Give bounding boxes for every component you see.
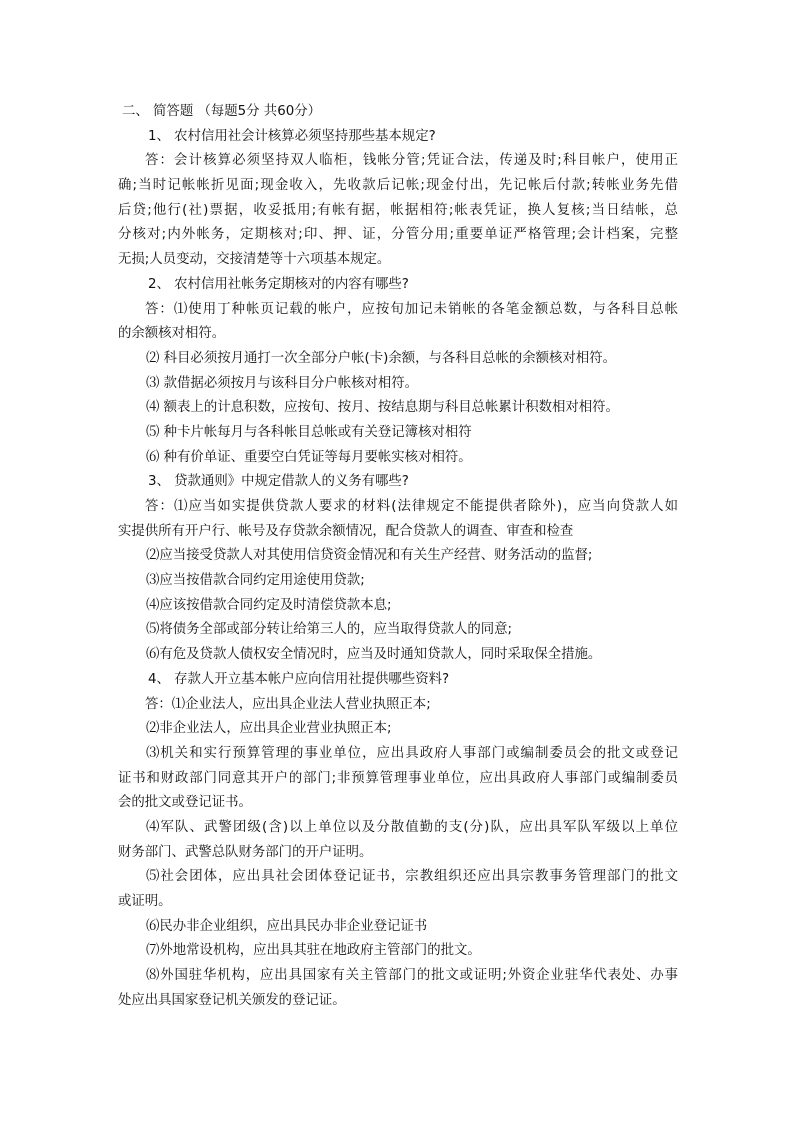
answer-4-item-4-line-1: ⑷军队、武警团级(含)以上单位以及分散值勤的支(分)队，应出具军队军级以上单位	[146, 819, 678, 835]
answer-3-item-5: ⑸将债务全部或部分转让给第三人的，应当取得贷款人的同意;	[146, 622, 513, 638]
answer-4-item-5-line-2: 或证明。	[118, 894, 172, 909]
answer-3-line-1: 答：⑴应当如实提供贷款人要求的材料(法律规定不能提供者除外)，应当向贷款人如	[145, 499, 678, 514]
answer-2-line-1: 答：⑴使用丁种帐页记载的帐户，应按旬加记未销帐的各笔金额总数，与各科目总帐	[145, 301, 678, 317]
answer-4-item-8-line-1: ⑻外国驻华机构，应出具国家有关主管部门的批文或证明;外资企业驻华代表处、办事	[146, 968, 678, 984]
answer-4-item-3-line-1: ⑶机关和实行预算管理的事业单位，应出具政府人事部门或编制委员会的批文或登记	[146, 745, 678, 761]
answer-4-item-2: ⑵非企业法人，应出具企业营业执照正本;	[146, 721, 392, 737]
answer-1-line-2: 确;当时记帐帐折见面;现金收入，先收款后记帐;现金付出，先记帐后付款;转帐业务先借	[118, 178, 678, 194]
answer-1-line-5: 无损;人员变动，交接清楚等十六项基本规定。	[118, 252, 391, 268]
answer-1-line-4: 分核对;内外帐务，定期核对;印、押、证，分管分用;重要单证严格管理;会计档案，完整	[118, 227, 678, 243]
document-page	[118, 100, 678, 1013]
answer-4-item-3-line-2: 证书和财政部门同意其开户的部门;非预算管理事业单位，应出具政府人事部门或编制委员	[118, 770, 678, 786]
answer-2-item-4: ⑷ 额表上的计息积数，应按旬、按月、按结息期与科目总帐累计积数相对相符。	[146, 400, 619, 416]
answer-4-item-7: ⑺外地常设机构，应出具其驻在地政府主管部门的批文。	[146, 943, 481, 959]
question-4-title: 4、 存款人开立基本帐户应向信用社提供哪些资料?	[148, 671, 450, 687]
answer-2-item-2: ⑵ 科目必须按月通打一次全部分户帐(卡)余额，与各科目总帐的余额核对相符。	[146, 350, 616, 366]
answer-3-line-2: 实提供所有开户行、帐号及存贷款余额情况，配合贷款人的调查、审查和检查	[118, 523, 574, 539]
answer-2-item-3: ⑶ 款借据必须按月与该科目分户帐核对相符。	[146, 375, 419, 391]
answer-4-item-4-line-2: 财务部门、武警总队财务部门的开户证明。	[118, 844, 373, 860]
answer-1-line-3: 后贷;他行(社)票据，收妥抵用;有帐有据，帐据相符;帐表凭证，换人复核;当日结帐，总	[118, 202, 678, 218]
answer-2-item-5: ⑸ 种卡片帐每月与各科帐目总帐或有关登记簿核对相符	[146, 424, 472, 440]
answer-2-item-6: ⑹ 种有价单证、重要空白凭证等每月要帐实核对相符。	[146, 449, 472, 465]
answer-3-item-3: ⑶应当按借款合同约定用途使用贷款;	[146, 573, 365, 589]
answer-1-line-1: 答：会计核算必须坚持双人临柜，钱帐分管;凭证合法，传递及时;科目帐户，使用正	[145, 153, 678, 169]
question-2-title: 2、 农村信用社帐务定期核对的内容有哪些?	[148, 276, 409, 292]
answer-4-line-1: 答：⑴企业法人，应出具企业法人营业执照正本;	[145, 696, 431, 712]
question-1-title: 1、 农村信用社会计核算必须坚持那些基本规定?	[148, 128, 436, 144]
answer-3-item-2: ⑵应当接受贷款人对其使用信贷资金情况和有关生产经营、财务活动的监督;	[146, 548, 593, 564]
answer-2-line-2: 的余额核对相符。	[118, 326, 226, 342]
answer-3-item-6: ⑹有危及贷款人债权安全情况时，应当及时通知贷款人，同时采取保全措施。	[146, 647, 602, 663]
answer-4-item-8-line-2: 处应出具国家登记机关颁发的登记证。	[118, 992, 346, 1008]
answer-4-item-5-line-1: ⑸社会团体，应出具社会团体登记证书，宗教组织还应出具宗教事务管理部门的批文	[146, 869, 678, 885]
answer-4-item-3-line-3: 会的批文或登记证书。	[118, 795, 252, 811]
section-heading: 二、 简答题 （每题5分 共60分）	[122, 104, 322, 119]
answer-3-item-4: ⑷应该按借款合同约定及时清偿贷款本息;	[146, 597, 392, 613]
question-3-title: 3、 贷款通则》中规定借款人的义务有哪些?	[148, 474, 409, 490]
answer-4-item-6: ⑹民办非企业组织，应出具民办非企业登记证书	[146, 918, 428, 934]
